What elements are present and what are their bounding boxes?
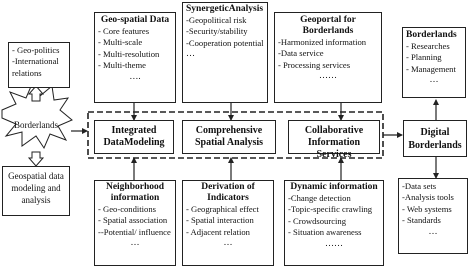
dynamic-info-title: Dynamic information bbox=[290, 182, 378, 192]
geospatial-modeling-text: Geospatial data modeling and analysis bbox=[8, 171, 64, 205]
geoportal-item: -Data service bbox=[278, 48, 324, 59]
neighborhood-item: --Potential/ influence bbox=[98, 226, 171, 237]
geoportal-box bbox=[274, 12, 382, 103]
geospatial-item: - Multi-resolution bbox=[98, 48, 160, 59]
digital-output-item: -Analysis tools bbox=[402, 192, 454, 203]
geospatial-data-title: Geo-spatial Data bbox=[100, 15, 170, 25]
geoportal-title: Geoportal for Borderlands bbox=[300, 15, 356, 36]
geospatial-item: - Multi-theme bbox=[98, 60, 146, 71]
derivation-ellipsis: … bbox=[223, 237, 233, 248]
borderlands-uses-ellipsis: … bbox=[429, 74, 439, 85]
neighborhood-info-box bbox=[94, 180, 176, 266]
synergetic-item: -Security/stability bbox=[186, 26, 248, 37]
derivation-item: - Adjacent relation bbox=[186, 226, 250, 237]
neighborhood-item: - Geo-conditions bbox=[98, 204, 156, 214]
digital-output-item: - Standards bbox=[402, 215, 441, 226]
geospatial-item: - Core features bbox=[98, 26, 150, 36]
derivation-item: - Geographical effect bbox=[186, 204, 259, 214]
synergetic-item: -Cooperation potential bbox=[186, 37, 264, 48]
dynamic-info-box bbox=[284, 180, 384, 266]
geoportal-item: -Harmonized information bbox=[278, 37, 367, 47]
borderlands-uses-box bbox=[402, 27, 466, 98]
dynamic-item: - Crowdsourcing bbox=[288, 215, 346, 226]
neighborhood-ellipsis: … bbox=[130, 237, 140, 248]
digital-borderlands-title: Digital Borderlands bbox=[408, 127, 462, 151]
geoportal-item: - Processing services bbox=[278, 59, 351, 70]
neighborhood-item: - Spatial association bbox=[98, 215, 168, 226]
digital-borderlands-box bbox=[403, 120, 467, 157]
integrated-data-modeling-box bbox=[94, 120, 174, 154]
geospatial-modeling-box bbox=[2, 166, 70, 216]
synergetic-ellipsis: … bbox=[186, 48, 195, 59]
geopolitics-item: - Geo-politics bbox=[12, 45, 60, 55]
synergetic-item: -Geopolitical risk bbox=[186, 15, 247, 25]
derivation-indicators-box bbox=[182, 180, 274, 266]
geospatial-item: - Multi-scale bbox=[98, 37, 143, 48]
geopolitics-box bbox=[8, 42, 70, 88]
hollow-arrow-down bbox=[29, 152, 43, 166]
borderlands-uses-title: Borderlands bbox=[406, 30, 457, 40]
dynamic-item: - Situation awareness bbox=[288, 227, 362, 238]
digital-outputs-box bbox=[398, 178, 468, 254]
borderlands-uses-item: - Researches bbox=[406, 41, 450, 51]
derivation-indicators-title: Derivation of Indicators bbox=[201, 182, 255, 203]
derivation-item: - Spatial interaction bbox=[186, 215, 254, 226]
digital-output-item: -Data sets bbox=[402, 181, 437, 191]
dynamic-item: -Topic-specific crawling bbox=[288, 204, 373, 215]
digital-outputs-ellipsis: … bbox=[428, 225, 438, 236]
borderlands-uses-item: - Management bbox=[406, 63, 456, 74]
geospatial-ellipsis: …. bbox=[129, 70, 141, 81]
neighborhood-info-title: Neighborhood information bbox=[105, 182, 165, 203]
geoportal-ellipsis: …… bbox=[319, 70, 337, 81]
borderlands-uses-item: - Planning bbox=[406, 52, 442, 63]
synergetic-analysis-title: SynergeticAnalysis bbox=[186, 4, 264, 14]
integrated-data-modeling-title: Integrated DataModeling bbox=[103, 125, 165, 148]
comprehensive-analysis-box bbox=[182, 120, 276, 154]
geospatial-data-box bbox=[94, 12, 176, 103]
international-relations-item: -International relations bbox=[12, 56, 59, 78]
borderlands-burst-label: Borderlands bbox=[14, 120, 58, 130]
synergetic-analysis-box bbox=[182, 2, 268, 103]
dynamic-item: -Change detection bbox=[288, 193, 351, 203]
comprehensive-analysis-title: Comprehensive Spatial Analysis bbox=[194, 125, 264, 148]
digital-output-item: - Web systems bbox=[402, 203, 452, 214]
dynamic-ellipsis: …… bbox=[325, 237, 343, 248]
collaborative-services-box bbox=[288, 120, 380, 160]
collaborative-services-title: Collaborative Information Services bbox=[304, 125, 364, 160]
